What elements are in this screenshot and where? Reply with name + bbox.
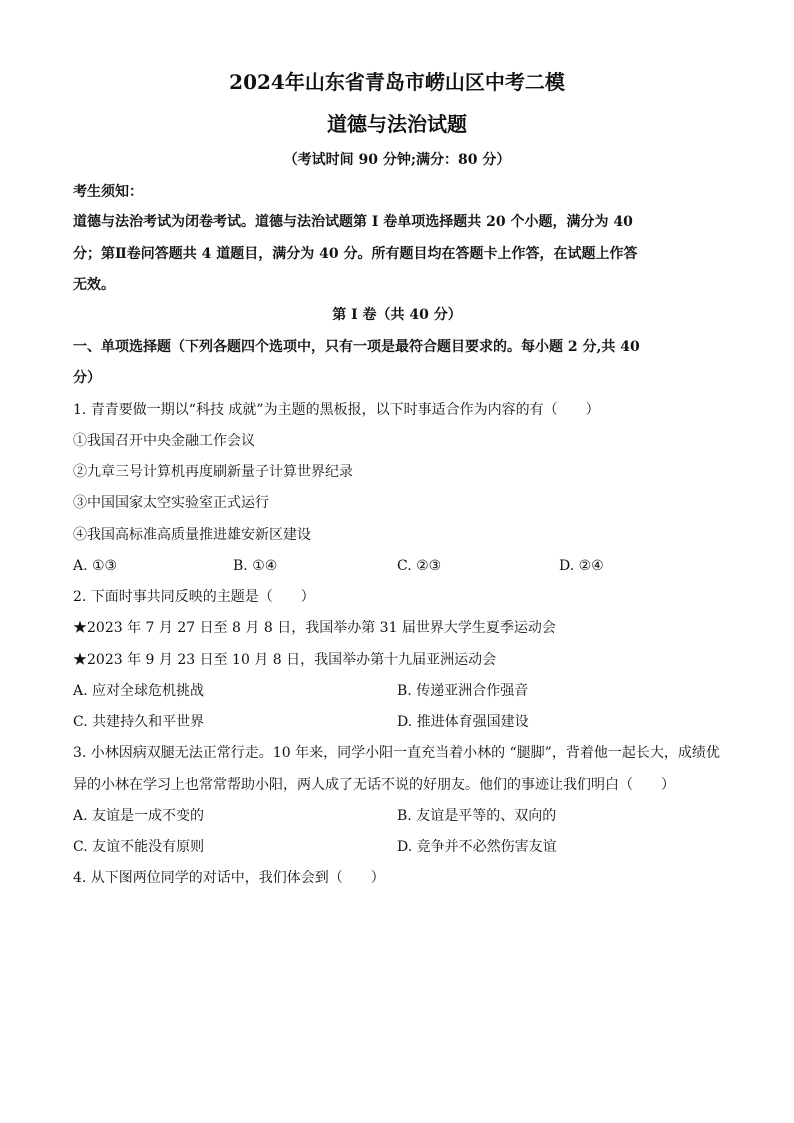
answer-option-a: A. 友谊是一成不变的 (73, 808, 205, 824)
question-item: ②九章三号计算机再度刷新量子计算世界纪录 (73, 464, 353, 480)
question-item: ★2023 年 9 月 23 日至 10 月 8 日，我国举办第十九届亚洲运动会 (73, 652, 497, 668)
question-item: ①我国召开中央金融工作会议 (73, 433, 255, 449)
question-item: ③中国国家太空实验室正式运行 (73, 495, 269, 511)
answer-option-b: B. ①④ (233, 558, 278, 574)
exam-title: 2024年山东省青岛市崂山区中考二模 (229, 70, 565, 94)
exam-info: （考试时间 90 分钟;满分：80 分） (283, 152, 511, 168)
answer-option-d: D. 推进体育强国建设 (397, 714, 529, 730)
notice-line: 无效。 (73, 277, 115, 293)
notice-line: 道德与法治考试为闭卷考试。道德与法治试题第 Ⅰ 卷单项选择题共 20 个小题，满分为 40 (73, 214, 633, 230)
part-heading: 第 Ⅰ 卷（共 40 分） (332, 307, 462, 323)
question-stem: 3. 小林因病双腿无法正常行走。10 年来，同学小阳一直充当着小林的 “腿脚”，背着他一起长大，成绩优 (73, 745, 720, 761)
answer-option-d: D. 竞争并不必然伤害友谊 (397, 839, 557, 855)
answer-option-b: B. 传递亚洲合作强音 (397, 683, 529, 699)
answer-option-a: A. 应对全球危机挑战 (73, 683, 205, 699)
question-stem: 2. 下面时事共同反映的主题是（ ） (73, 589, 315, 605)
answer-option-c: C. ②③ (397, 558, 442, 574)
answer-option-c: C. 友谊不能没有原则 (73, 839, 205, 855)
question-item: ④我国高标准高质量推进雄安新区建设 (73, 527, 311, 543)
answer-option-b: B. 友谊是平等的、双向的 (397, 808, 557, 824)
question-stem: 异的小林在学习上也常常帮助小阳，两人成了无话不说的好朋友。他们的事迹让我们明白（ ） (73, 777, 675, 793)
section-heading: 一、单项选择题（下列各题四个选项中，只有一项是最符合题目要求的。每小题 2 分,共 40 (73, 339, 640, 355)
section-heading: 分） (73, 370, 101, 386)
subject-title: 道德与法治试题 (327, 112, 467, 136)
notice-line: 分；第Ⅱ卷问答题共 4 道题目，满分为 40 分。所有题目均在答题卡上作答，在试题上作答 (73, 246, 638, 262)
answer-option-a: A. ①③ (73, 558, 118, 574)
answer-option-d: D. ②④ (559, 558, 604, 574)
answer-option-c: C. 共建持久和平世界 (73, 714, 205, 730)
question-stem: 4. 从下图两位同学的对话中，我们体会到（ ） (73, 870, 385, 886)
notice-heading: 考生须知： (73, 184, 143, 200)
question-item: ★2023 年 7 月 27 日至 8 月 8 日，我国举办第 31 届世界大学生夏季运动会 (73, 620, 556, 636)
question-stem: 1. 青青要做一期以“科技 成就”为主题的黑板报，以下时事适合作为内容的有（ ） (73, 402, 600, 418)
